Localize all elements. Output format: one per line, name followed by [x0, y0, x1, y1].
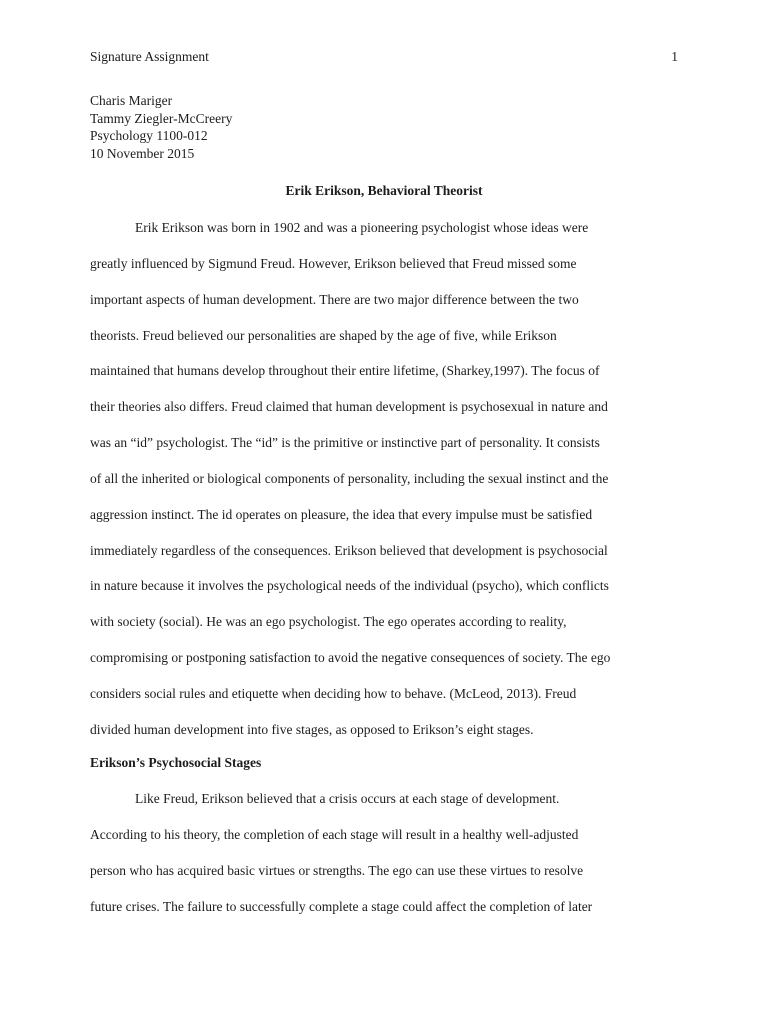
- paragraph-line: compromising or postponing satisfaction to avoid the negative consequences of society. The ego: [90, 650, 611, 666]
- page-number: 1: [671, 49, 678, 64]
- paragraph-line: Erik Erikson was born in 1902 and was a pioneering psychologist whose ideas were: [135, 220, 589, 235]
- paragraph-line: immediately regardless of the consequences. Erikson believed that development is psychosocial: [90, 542, 608, 558]
- section-heading: Erikson’s Psychosocial Stages: [90, 755, 262, 770]
- running-head-title: Signature Assignment: [90, 49, 209, 64]
- paragraph-line: future crises. The failure to successfully complete a stage could affect the completion of later: [90, 898, 593, 914]
- paragraph-line: Like Freud, Erikson believed that a crisis occurs at each stage of development.: [135, 791, 560, 806]
- student-name: Charis Mariger: [90, 93, 173, 108]
- paragraph-line: important aspects of human development. There are two major difference between the two: [90, 291, 579, 307]
- paragraph-line: their theories also differs. Freud claimed that human development is psychosexual in nature and: [90, 399, 608, 415]
- paragraph-line: was an “id” psychologist. The “id” is the primitive or instinctive part of personality. It consists: [90, 435, 600, 451]
- document-title: Erik Erikson, Behavioral Theorist: [285, 183, 483, 198]
- mla-header-block: [90, 92, 678, 162]
- paragraph-line: aggression instinct. The id operates on pleasure, the idea that every impulse must be satisfied: [90, 506, 593, 522]
- paragraph-line: in nature because it involves the psychological needs of the individual (psycho), which conflicts: [90, 578, 609, 594]
- paragraph-line: greatly influenced by Sigmund Freud. However, Erikson believed that Freud missed some: [90, 255, 577, 271]
- paragraph-intro: [90, 210, 678, 748]
- course-name: Psychology 1100-012: [90, 128, 208, 143]
- paragraph-line: considers social rules and etiquette when deciding how to behave. (McLeod, 2013). Freud: [90, 685, 577, 701]
- instructor-name: Tammy Ziegler-McCreery: [90, 110, 233, 126]
- paragraph-line: theorists. Freud believed our personalities are shaped by the age of five, while Erikson: [90, 327, 557, 343]
- paragraph-line: person who has acquired basic virtues or strengths. The ego can use these virtues to resolve: [90, 862, 584, 878]
- paragraph-line: with society (social). He was an ego psychologist. The ego operates according to reality,: [90, 614, 567, 630]
- paragraph-line: According to his theory, the completion of each stage will result in a healthy well-adjusted: [90, 826, 579, 842]
- paragraph-line: of all the inherited or biological components of personality, including the sexual instinct and the: [90, 470, 609, 486]
- paragraph-stages: [90, 781, 678, 924]
- paragraph-line: divided human development into five stages, as opposed to Erikson’s eight stages.: [90, 721, 534, 737]
- submission-date: 10 November 2015: [90, 145, 195, 161]
- running-head: [90, 47, 678, 67]
- paragraph-line: maintained that humans develop throughout their entire lifetime, (Sharkey,1997). The focus of: [90, 363, 600, 379]
